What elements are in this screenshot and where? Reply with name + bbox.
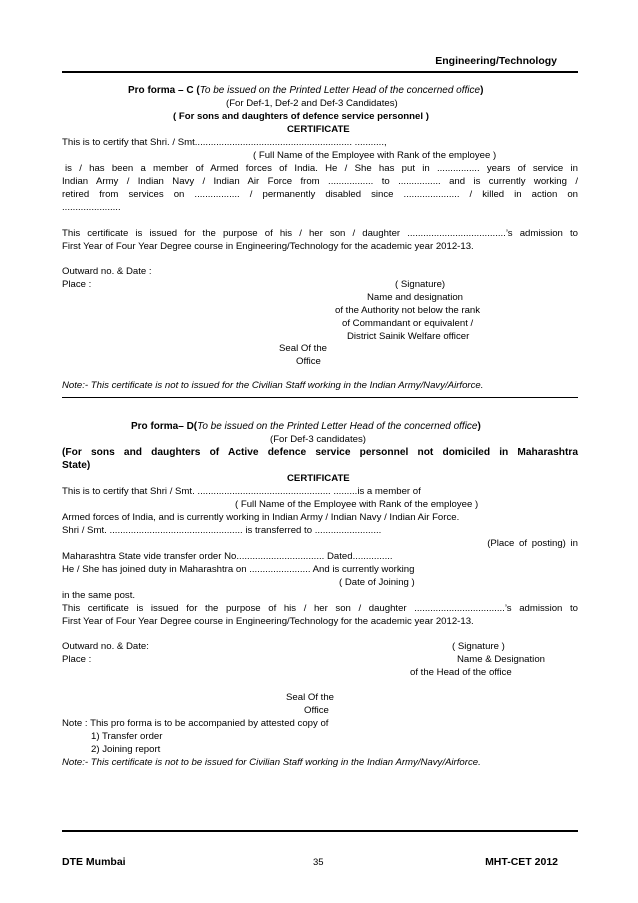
form-d-title <box>131 421 481 432</box>
form-c-district: District Sainik Welfare officer <box>347 331 470 342</box>
form-c-purpose-line-1: This certificate is issued for the purpose of his / her son / daughter .....................................’s admission to <box>62 228 578 239</box>
form-d-item-joining-report: 2) Joining report <box>91 744 161 755</box>
form-d-note: Note : This pro forma is to be accompanied by attested copy of <box>62 718 329 729</box>
form-c-subtitle-2: ( For sons and daughters of defence service personnel ) <box>173 111 429 122</box>
form-d-line-6: Maharashtra State vide transfer order No................................. Dated............... <box>62 551 393 562</box>
form-d-subtitle: (For Def-3 candidates) <box>270 434 366 445</box>
footer-rule <box>62 830 578 832</box>
form-d-purpose-line-1: This certificate is issued for the purpose of his / her son / daughter ..................................’s admission to <box>62 603 578 614</box>
form-d-line-3: Armed forces of India, and is currently working in Indian Army / Indian Navy / Indian Air Force. <box>62 512 460 523</box>
form-c-authority: of the Authority not below the rank <box>335 305 481 316</box>
form-c-signature: ( Signature) <box>395 279 446 290</box>
form-d-purpose-line-2: First Year of Four Year Degree course in Engineering/Technology for the academic year 2012-13. <box>62 616 474 627</box>
form-d-line-9: in the same post. <box>62 590 136 601</box>
form-d-line-7: He / She has joined duty in Maharashtra on ....................... And is currently working <box>62 564 415 575</box>
form-d-line-5: (Place of posting) in <box>487 538 578 549</box>
form-d-line-4: Shri / Smt. .................................................. is transferred to ......................... <box>62 525 382 536</box>
form-c-seal: Seal Of the <box>279 343 327 354</box>
footer-right: MHT-CET 2012 <box>485 856 558 868</box>
form-c-outward: Outward no. & Date : <box>62 266 152 277</box>
form-c-line-6: ...................... <box>62 202 121 213</box>
form-c-line-2: ( Full Name of the Employee with Rank of the employee ) <box>253 150 497 161</box>
form-c-title-bold: Pro forma – C ( <box>128 85 200 96</box>
form-c-line-5: retired from services on ................. / permanently disabled since ..................... / killed in action on <box>62 189 578 200</box>
form-c-place: Place : <box>62 279 92 290</box>
form-d-name-designation: Name & Designation <box>457 654 545 665</box>
form-c-title-close: ) <box>480 85 484 96</box>
form-d-place: Place : <box>62 654 92 665</box>
form-c-certificate-heading: CERTIFICATE <box>287 124 350 135</box>
form-d-outward: Outward no. & Date: <box>62 641 149 652</box>
form-d-title-bold: Pro forma– D( <box>131 421 198 432</box>
form-d-line-1: This is to certify that Shri / Smt. .................................................. .........is a member of <box>62 486 421 497</box>
section-divider <box>62 397 578 398</box>
form-c-purpose-line-2: First Year of Four Year Degree course in Engineering/Technology for the academic year 2012-13. <box>62 241 474 252</box>
form-d-title-close: ) <box>477 421 481 432</box>
form-d-head-of-office: of the Head of the office <box>410 667 512 678</box>
form-c-name-designation: Name and designation <box>367 292 464 303</box>
form-d-subtitle-3: State) <box>62 460 91 471</box>
form-d-subtitle-2: (For sons and daughters of Active defence service personnel not domiciled in Maharashtra <box>62 447 578 458</box>
form-c-office: Office <box>296 356 321 367</box>
form-c-line-4: Indian Army / Indian Navy / Indian Air Force from ................. to ................ and is currently working / <box>62 176 578 187</box>
footer-left: DTE Mumbai <box>62 856 126 868</box>
form-d-note-2: Note:- This certificate is not to be issued for Civilian Staff working in the Indian Army/Navy/Airforce. <box>62 757 481 768</box>
header-title: Engineering/Technology <box>435 55 557 67</box>
form-d-signature: ( Signature ) <box>452 641 505 652</box>
form-c-note: Note:- This certificate is not to issued for the Civilian Staff working in the Indian Army/Navy/Airforce. <box>62 380 484 391</box>
form-c-line-1: This is to certify that Shri. / Smt........................................................... ..........., <box>62 137 387 148</box>
form-d-title-italic: To be issued on the Printed Letter Head of the concerned office <box>197 421 478 432</box>
form-d-line-2: ( Full Name of the Employee with Rank of the employee ) <box>235 499 479 510</box>
form-d-item-transfer-order: 1) Transfer order <box>91 731 163 742</box>
form-c-commandant: of Commandant or equivalent / <box>342 318 474 329</box>
form-c-line-3: is / has been a member of Armed forces of India. He / She has put in ................ years of service in <box>65 163 578 174</box>
form-d-seal: Seal Of the <box>286 692 334 703</box>
header-rule <box>62 71 578 73</box>
form-c-title <box>128 85 483 96</box>
form-d-line-8: ( Date of Joining ) <box>339 577 415 588</box>
form-c-title-italic: To be issued on the Printed Letter Head of the concerned office <box>199 85 481 96</box>
page-number: 35 <box>313 857 324 868</box>
form-c-subtitle: (For Def-1, Def-2 and Def-3 Candidates) <box>226 98 398 109</box>
form-d-office: Office <box>304 705 329 716</box>
form-d-certificate-heading: CERTIFICATE <box>287 473 350 484</box>
